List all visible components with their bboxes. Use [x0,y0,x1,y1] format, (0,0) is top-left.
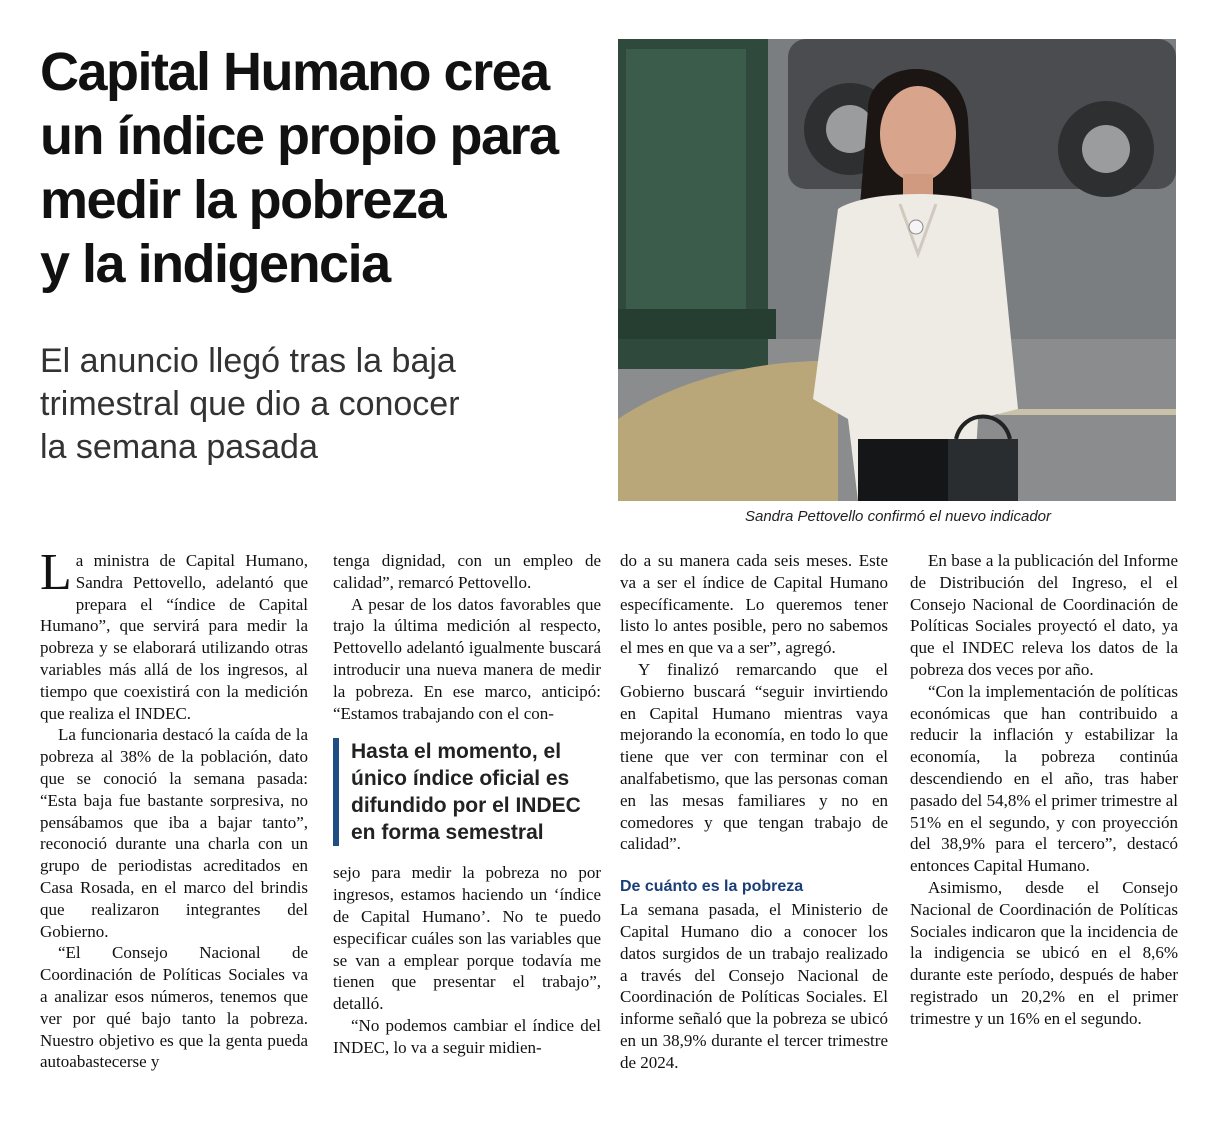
headline [40,40,600,296]
headline-line: un índice propio para [40,106,558,166]
drop-cap: L [40,544,72,601]
subheadline [40,340,600,469]
article-column-4 [910,550,1178,1030]
paragraph [40,544,308,724]
headline-line: y la indigencia [40,234,390,294]
article-photo [618,39,1176,501]
article-column-1 [40,544,308,1073]
paragraph: A pesar de los datos favorables que trajo la última medición al respecto, Pettovello adelantó igualmente buscará introducir una nueva manera de medir la pobreza. En ese marco, anticipó: “Estamos trabajando con el con- [333,594,601,723]
paragraph: tenga dignidad, con un empleo de calidad”, remarcó Pettovello. [333,551,601,592]
headline-line: medir la pobreza [40,170,446,230]
photo-caption: Sandra Pettovello confirmó el nuevo indicador [744,508,1051,525]
subhead-line: trimestral que dio a conocer [40,385,460,423]
paragraph: do a su manera cada seis meses. Este va a ser el índice de Capital Humano específicamente. Lo queremos tener listo lo antes posible, pero no sabemos el mes en que va a ser”, agregó. [620,551,888,658]
paragraph: En base a la publicación del Informe de Distribución del Ingreso, el el Consejo Nacional de Coordinación de Políticas Sociales proyectó el dato, ya que el INDEC releva los datos de la pobreza dos veces por año. [910,551,1178,679]
photo-illustration [618,39,1176,501]
paragraph: sejo para medir la pobreza no por ingresos, estamos haciendo un ‘índice de Capital Humano’. No te puedo especificar cuáles son las variables que se van a emplear porque todavía me tienen que presentar el trabajo”, detalló. [333,863,601,1014]
section-title: De cuánto es la pobreza [620,878,804,896]
paragraph: Asimismo, desde el Consejo Nacional de Coordinación de Políticas Sociales indicaron que la incidencia de la indigencia se ubicó en el 8,6% durante este período, después de haber registrado un 20,2% en el primer trimestre y un 16% en el segundo. [910,877,1178,1028]
headline-line: Capital Humano crea [40,42,549,102]
paragraph: La semana pasada, el Ministerio de Capital Humano dio a conocer los datos surgidos de un trabajo realizado a través del Consejo Nacional de Coordinación de Políticas Sociales. El informe señaló que la pobreza se ubicó en un 38,9% durante el tercer trimestre de 2024. [620,900,888,1072]
paragraph: “Con la implementación de políticas económicas que han contribuido a reducir la inflación y estabilizar la economía, la pobreza continúa descendiendo en el año, tras haber pasado del 54,8% el primer trimestre al 51% en el segundo, y con proyección del 38,9% para el tercero”, destacó entonces Capital Humano. [910,681,1178,876]
paragraph: “El Consejo Nacional de Coordinación de Políticas Sociales va a analizar esos números, tenemos que ver por qué bajo tanto la pobreza. Nuestro objetivo es que la genta pueda autoabastecerse y [40,943,308,1072]
paragraph: Y finalizó remarcando que el Gobierno buscará “seguir invirtiendo en Capital Humano mientras vaya mejorando la economía, en todo lo que tiene que ver con terminar con el analfabetismo, que las personas coman en las mesas familiares y no en comedores y que tengan trabajo de calidad”. [620,659,888,854]
article-column-2 [333,550,601,1059]
subhead-line: la semana pasada [40,428,318,466]
paragraph: “No podemos cambiar el índice del INDEC, lo va a seguir midien- [333,1015,601,1057]
subhead-line: El anuncio llegó tras la baja [40,342,456,380]
pull-quote: Hasta el momento, el único índice oficial es difundido por el INDEC en forma semestral [333,738,601,846]
article-column-3 [620,550,888,1074]
paragraph-text: a ministra de Capital Humano, Sandra Pettovello, adelantó que prepara el “índice de Capital Humano”, que servirá para medir la pobreza y se elaborará utilizando otras variables más allá de los ingresos, al tiempo que coexistirá con la medición que realiza el INDEC. [40,551,308,723]
paragraph: La funcionaria destacó la caída de la pobreza al 38% de la población, dato que se conoció la semana pasada: “Esta baja fue bastante sorpresiva, no pensábamos que iba a bajar tanto”, reconoció durante una charla con un grupo de periodistas acreditados en Casa Rosada, en el marco del brindis que realizaron integrantes del Gobierno. [40,725,308,941]
